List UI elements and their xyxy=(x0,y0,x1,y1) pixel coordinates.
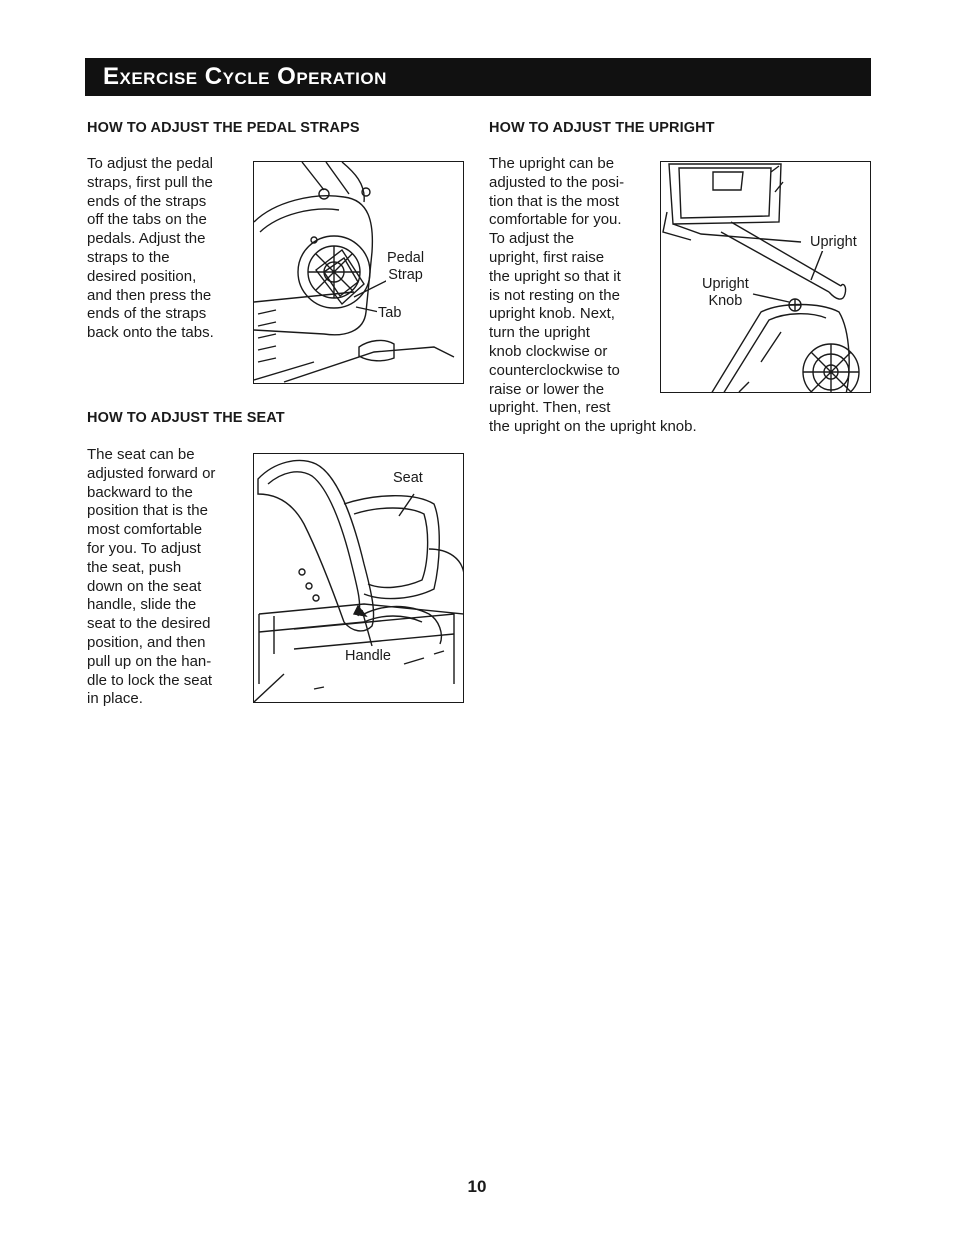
seat-label: Seat xyxy=(393,470,423,486)
tab-label: Tab xyxy=(378,305,402,321)
seat-drawing xyxy=(254,454,464,703)
seat-instructions: The seat can be adjusted forward or backward to the position that is the most comfortable for you. To adjust the seat, push down on the seat handle, slide the seat to the desired position, and then pull up on the han- dle to lock the seat in place. xyxy=(87,446,216,708)
pedal-straps-instructions: To adjust the pedal straps, first pull the ends of the straps off the tabs on the pedals. Adjust the straps to the desired position, and then press the ends of the straps back onto the tabs. xyxy=(87,155,214,342)
page-number: 10 xyxy=(467,1177,487,1196)
upright-knob-label: Upright Knob xyxy=(702,276,749,309)
seat-illustration xyxy=(253,453,464,703)
section-title-bar xyxy=(85,58,871,96)
upright-illustration xyxy=(660,161,871,393)
pedal-strap-label: Pedal Strap xyxy=(387,250,425,283)
upright-label: Upright xyxy=(810,234,857,250)
pedal-strap-drawing xyxy=(254,162,464,384)
handle-label: Handle xyxy=(345,648,391,664)
upright-instructions: The upright can be adjusted to the posi- tion that is the most comfortable for you. To adjust the upright, first raise the upright so that it is not resting on the upright knob. Next, turn the upright knob clockwise or counterclockwise to raise or lower the upright. Then, rest the upright on the upright knob. xyxy=(489,155,697,436)
pedal-strap-illustration xyxy=(253,161,464,384)
upright-drawing xyxy=(661,162,871,393)
upright-heading: HOW TO ADJUST THE UPRIGHT xyxy=(489,120,715,136)
pedal-straps-heading: HOW TO ADJUST THE PEDAL STRAPS xyxy=(87,120,360,136)
page-title: Exercise Cycle Operation xyxy=(103,63,387,90)
seat-heading: HOW TO ADJUST THE SEAT xyxy=(87,410,285,426)
